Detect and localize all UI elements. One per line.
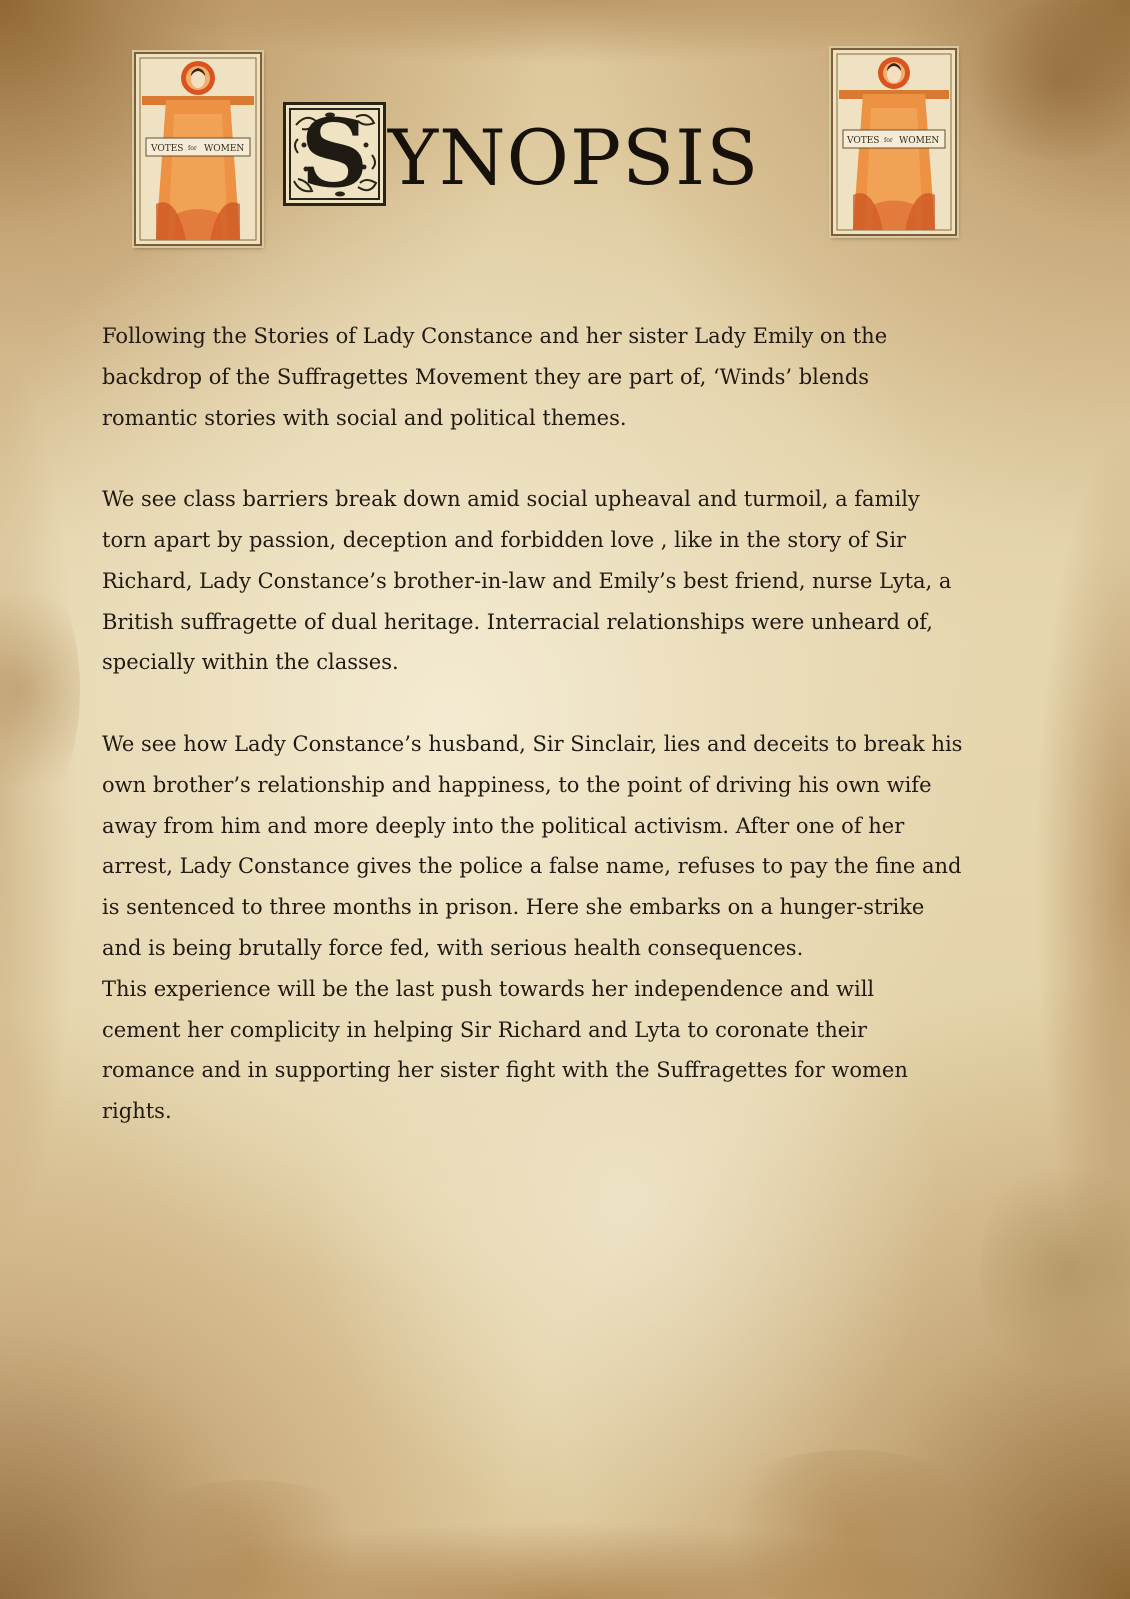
suffragette-figure-illustration bbox=[833, 50, 955, 234]
text-line: romance and in supporting her sister fight with the Suffragettes for women bbox=[102, 1058, 908, 1083]
ornamental-dropcap bbox=[283, 102, 386, 206]
stain-decoration bbox=[980, 1150, 1130, 1390]
stain-decoration bbox=[120, 1480, 380, 1599]
poster-banner-text: VOTES bbox=[847, 136, 880, 146]
text-line: romantic stories with social and political themes. bbox=[102, 405, 627, 430]
stain-decoration bbox=[0, 560, 80, 820]
text-line: Following the Stories of Lady Constance and her sister Lady Emily on the bbox=[102, 324, 888, 348]
text-line: specially within the classes. bbox=[102, 650, 399, 675]
synopsis-paragraph bbox=[102, 316, 1032, 438]
text-line: own brother’s relationship and happiness, to the point of driving his own wife bbox=[102, 772, 932, 797]
poster-banner-text: WOMEN bbox=[899, 136, 940, 146]
text-line: away from him and more deeply into the political activism. After one of her bbox=[102, 813, 905, 838]
text-line: torn apart by passion, deception and forbidden love , like in the story of Sir bbox=[102, 527, 907, 552]
poster-banner-text: for bbox=[884, 137, 893, 144]
text-line: We see how Lady Constance’s husband, Sir Sinclair, lies and deceits to break his bbox=[102, 731, 963, 756]
stain-decoration bbox=[700, 1450, 1000, 1599]
synopsis-paragraph bbox=[102, 479, 1032, 683]
text-line: rights. bbox=[102, 1099, 172, 1124]
stain-decoration bbox=[960, 0, 1130, 160]
text-line: backdrop of the Suffragettes Movement they are part of, ‘Winds’ blends bbox=[102, 364, 870, 389]
poster-banner-text: WOMEN bbox=[204, 144, 245, 154]
suffragette-figure-illustration bbox=[136, 54, 260, 244]
synopsis-body bbox=[102, 316, 1032, 1132]
text-line: arrest, Lady Constance gives the police a false name, refuses to pay the fine and bbox=[102, 854, 962, 879]
title-remaining-letters: YNOPSIS bbox=[388, 113, 760, 202]
page-title bbox=[283, 98, 759, 210]
poster-banner-text: VOTES bbox=[151, 144, 184, 154]
text-line: is sentenced to three months in prison. Here she embarks on a hunger-strike bbox=[102, 895, 925, 920]
text-line: cement her complicity in helping Sir Richard and Lyta to coronate their bbox=[102, 1017, 867, 1042]
votes-for-women-poster-left bbox=[134, 52, 262, 246]
poster-banner-text: for bbox=[188, 145, 197, 152]
text-line: This experience will be the last push towards her independence and will bbox=[102, 976, 875, 1001]
votes-for-women-poster-right bbox=[831, 48, 957, 236]
text-line: We see class barriers break down amid social upheaval and turmoil, a family bbox=[102, 487, 920, 512]
title-initial-letter: S bbox=[300, 102, 369, 206]
synopsis-paragraph bbox=[102, 724, 1032, 1132]
text-line: Richard, Lady Constance’s brother-in-law and Emily’s best friend, nurse Lyta, a bbox=[102, 568, 952, 593]
text-line: and is being brutally force fed, with serious health consequences. bbox=[102, 935, 804, 960]
text-line: British suffragette of dual heritage. Interracial relationships were unheard of, bbox=[102, 609, 933, 634]
